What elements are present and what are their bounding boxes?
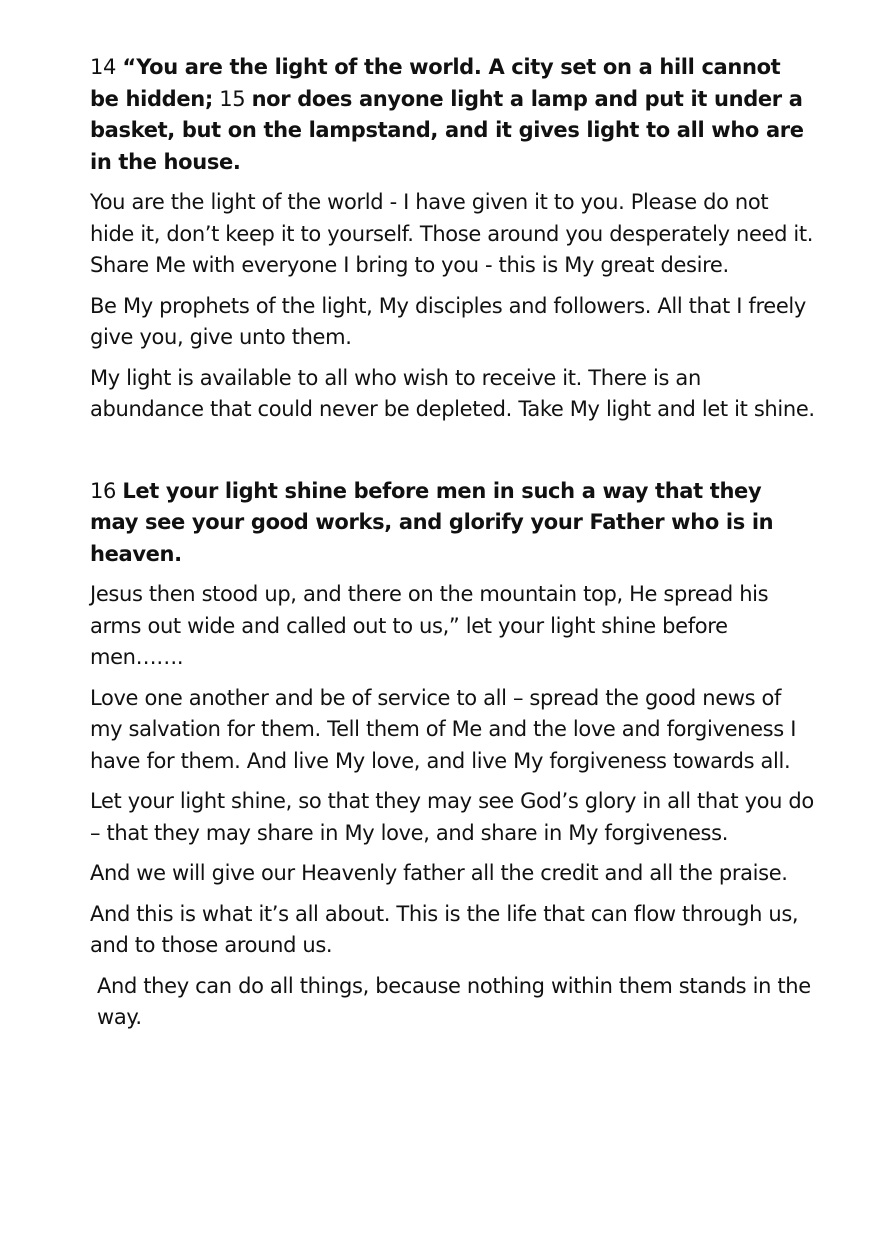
- paragraph: You are the light of the world - I have given it to you. Please do not hide it, don’t keep it to yourself. Those around you desperately need it. Share Me with everyone I bring to you - this is My great desire.: [90, 190, 814, 277]
- paragraph: Jesus then stood up, and there on the mountain top, He spread his arms out wide and called out to us,” let your light shine before men…….: [90, 582, 769, 669]
- paragraph: Love one another and be of service to all – spread the good news of my salvation for them. Tell them of Me and the love and forgiveness I have for them. And live My love, and live My forgiveness towards all.: [90, 685, 797, 773]
- paragraph: Let your light shine, so that they may see God’s glory in all that you do – that they may share in My love, and share in My forgiveness.: [90, 789, 814, 845]
- verse-text: Let your light shine before men in such a way that they may see your good works, and glorify your Father who is in heaven.: [90, 478, 774, 566]
- paragraph: Be My prophets of the light, My disciples and followers. All that I freely give you, give unto them.: [90, 293, 806, 349]
- verse-text: nor does anyone light a lamp and put it under a basket, but on the lampstand, and it gives light to all who are in the house.: [90, 86, 804, 174]
- paragraph: And this is what it’s all about. This is the life that can flow through us, and to those around us.: [90, 901, 799, 957]
- verse-14-15: [90, 52, 815, 178]
- section-spacer: [90, 435, 815, 476]
- verse-16: [90, 476, 815, 571]
- verse-number: 16: [90, 478, 117, 503]
- paragraph: My light is available to all who wish to receive it. There is an abundance that could never be depleted. Take My light and let it shine.: [90, 365, 815, 421]
- document-page: [90, 52, 815, 1043]
- verse-number: 15: [219, 86, 246, 111]
- paragraph: And we will give our Heavenly father all the credit and all the praise.: [90, 861, 788, 885]
- verse-text: “You are the light of the world. A city set on a hill cannot be hidden;: [90, 55, 781, 111]
- verse-number: 14: [90, 55, 117, 79]
- paragraph: And they can do all things, because nothing within them stands in the way.: [97, 973, 811, 1029]
